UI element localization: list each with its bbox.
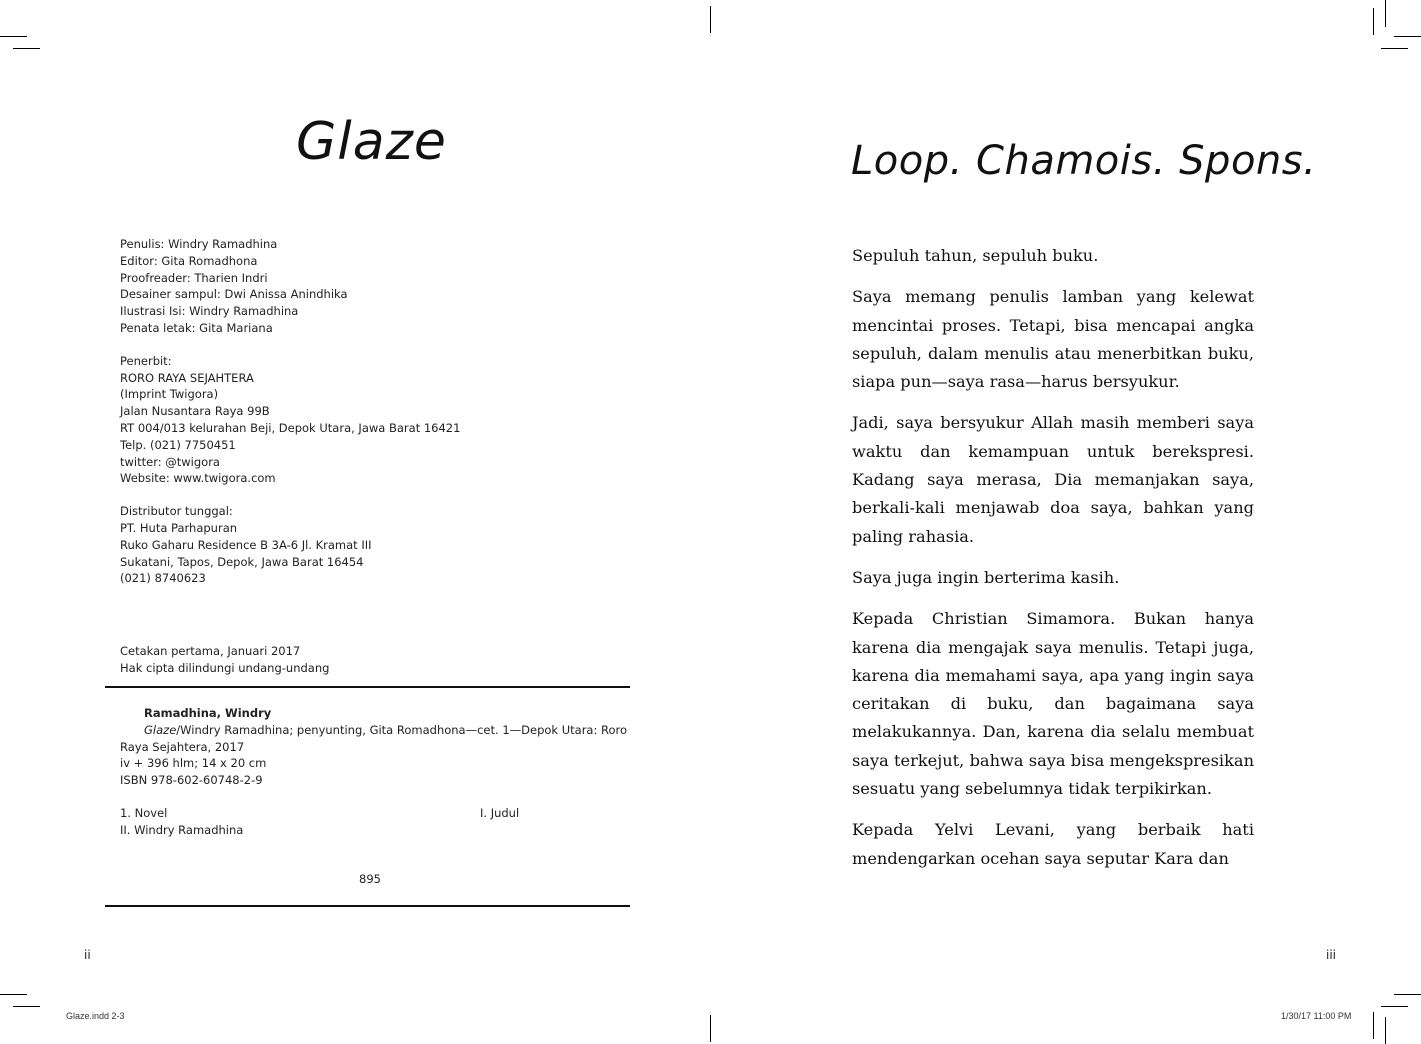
credit-line: (Imprint Twigora): [120, 387, 219, 402]
credit-line: Sukatani, Tapos, Depok, Jawa Barat 16454: [120, 554, 364, 569]
credit-line: Telp. (021) 7750451: [120, 437, 236, 452]
cip-classification: [120, 805, 620, 822]
credit-line: RORO RAYA SEJAHTERA: [120, 370, 254, 385]
cip-class-3: II. Windry Ramadhina: [120, 822, 244, 837]
credits-block-distributor: [120, 503, 640, 587]
cip-class-1: 1. Novel: [120, 805, 168, 820]
cip-description-cont: Raya Sejahtera, 2017: [120, 739, 245, 754]
edition-block: [120, 643, 640, 677]
credit-line: Jalan Nusantara Raya 99B: [120, 404, 270, 419]
paragraph: Saya juga ingin berterima kasih.: [852, 567, 1120, 587]
cip-bottom-rule: [105, 905, 630, 907]
credit-line: Penerbit:: [120, 353, 172, 368]
paragraph: Kepada Christian Simamora. Bukan hanya karena dia mengajak saya menulis. Tetapi juga, karena dia memahami saya, apa yang ingin saya ceritakan di buku, dan bagaimana saya melakukannya. Dan, karena dia selalu membuat saya terkejut, bahwa saya bisa mengekspresikan sesuatu yang sebelumnya tidak terpikirkan.: [852, 609, 1254, 799]
cip-description-title: Glaze: [144, 722, 177, 737]
credit-line: (021) 8740623: [120, 571, 206, 586]
edition-line: Cetakan pertama, Januari 2017: [120, 644, 301, 659]
credit-line: Proofreader: Tharien Indri: [120, 270, 268, 285]
paragraph: Jadi, saya bersyukur Allah masih memberi saya waktu dan kemampuan untuk berekspresi. Kadang saya merasa, Dia memanjakan saya, berkali-kali menjawab doa saya, bahkan yang paling rahasia.: [852, 413, 1254, 546]
print-timestamp: 1/30/17 11:00 PM: [1281, 1011, 1352, 1021]
credit-line: PT. Huta Parhapuran: [120, 520, 238, 535]
credit-line: Distributor tunggal:: [120, 504, 233, 519]
left-page: [0, 0, 710, 1044]
cip-number: 895: [359, 872, 381, 886]
credits-block-publisher: [120, 353, 640, 487]
credit-line: Desainer sampul: Dwi Anissa Anindhika: [120, 287, 348, 302]
paragraph: Sepuluh tahun, sepuluh buku.: [852, 246, 1099, 265]
cip-top-rule: [105, 686, 630, 688]
credit-line: Ilustrasi Isi: Windry Ramadhina: [120, 304, 299, 319]
cip-description-rest: /Windry Ramadhina; penyunting, Gita Romadhona—cet. 1—Depok Utara: Roro: [176, 722, 628, 737]
right-page: [711, 0, 1421, 1044]
body-text: [852, 242, 1254, 886]
copyright-line: Hak cipta dilindungi undang-undang: [120, 660, 330, 675]
cip-description: [120, 722, 628, 739]
book-title: Glaze: [296, 112, 447, 172]
credit-line: Penulis: Windry Ramadhina: [120, 237, 278, 251]
page-number-right: iii: [1326, 948, 1337, 962]
credit-line: Website: www.twigora.com: [120, 471, 276, 486]
credits: [120, 236, 640, 693]
chapter-title: Loop. Chamois. Spons.: [851, 138, 1317, 184]
cip-class-2: I. Judul: [480, 805, 520, 820]
cip-isbn: ISBN 978-602-60748-2-9: [120, 773, 263, 788]
credit-line: Ruko Gaharu Residence B 3A-6 Jl. Kramat III: [120, 537, 372, 552]
file-slug: Glaze.indd 2-3: [66, 1011, 125, 1021]
credit-line: Penata letak: Gita Mariana: [120, 320, 273, 335]
cip-physical: iv + 396 hlm; 14 x 20 cm: [120, 756, 267, 771]
paragraph: Saya memang penulis lamban yang kelewat mencintai proses. Tetapi, bisa mencapai angka sepuluh, dalam menulis atau menerbitkan buku, siapa pun—saya rasa—harus bersyukur.: [852, 287, 1254, 392]
cip-author: Ramadhina, Windry: [144, 706, 272, 720]
paragraph: Kepada Yelvi Levani, yang berbaik hati mendengarkan ocehan saya seputar Kara dan: [852, 820, 1254, 868]
cip-block: [120, 705, 628, 839]
credit-line: RT 004/013 kelurahan Beji, Depok Utara, Jawa Barat 16421: [120, 420, 461, 435]
credit-line: Editor: Gita Romadhona: [120, 253, 258, 268]
credit-line: twitter: @twigora: [120, 454, 220, 469]
page-number-left: ii: [84, 948, 91, 962]
credits-block-staff: [120, 236, 640, 337]
